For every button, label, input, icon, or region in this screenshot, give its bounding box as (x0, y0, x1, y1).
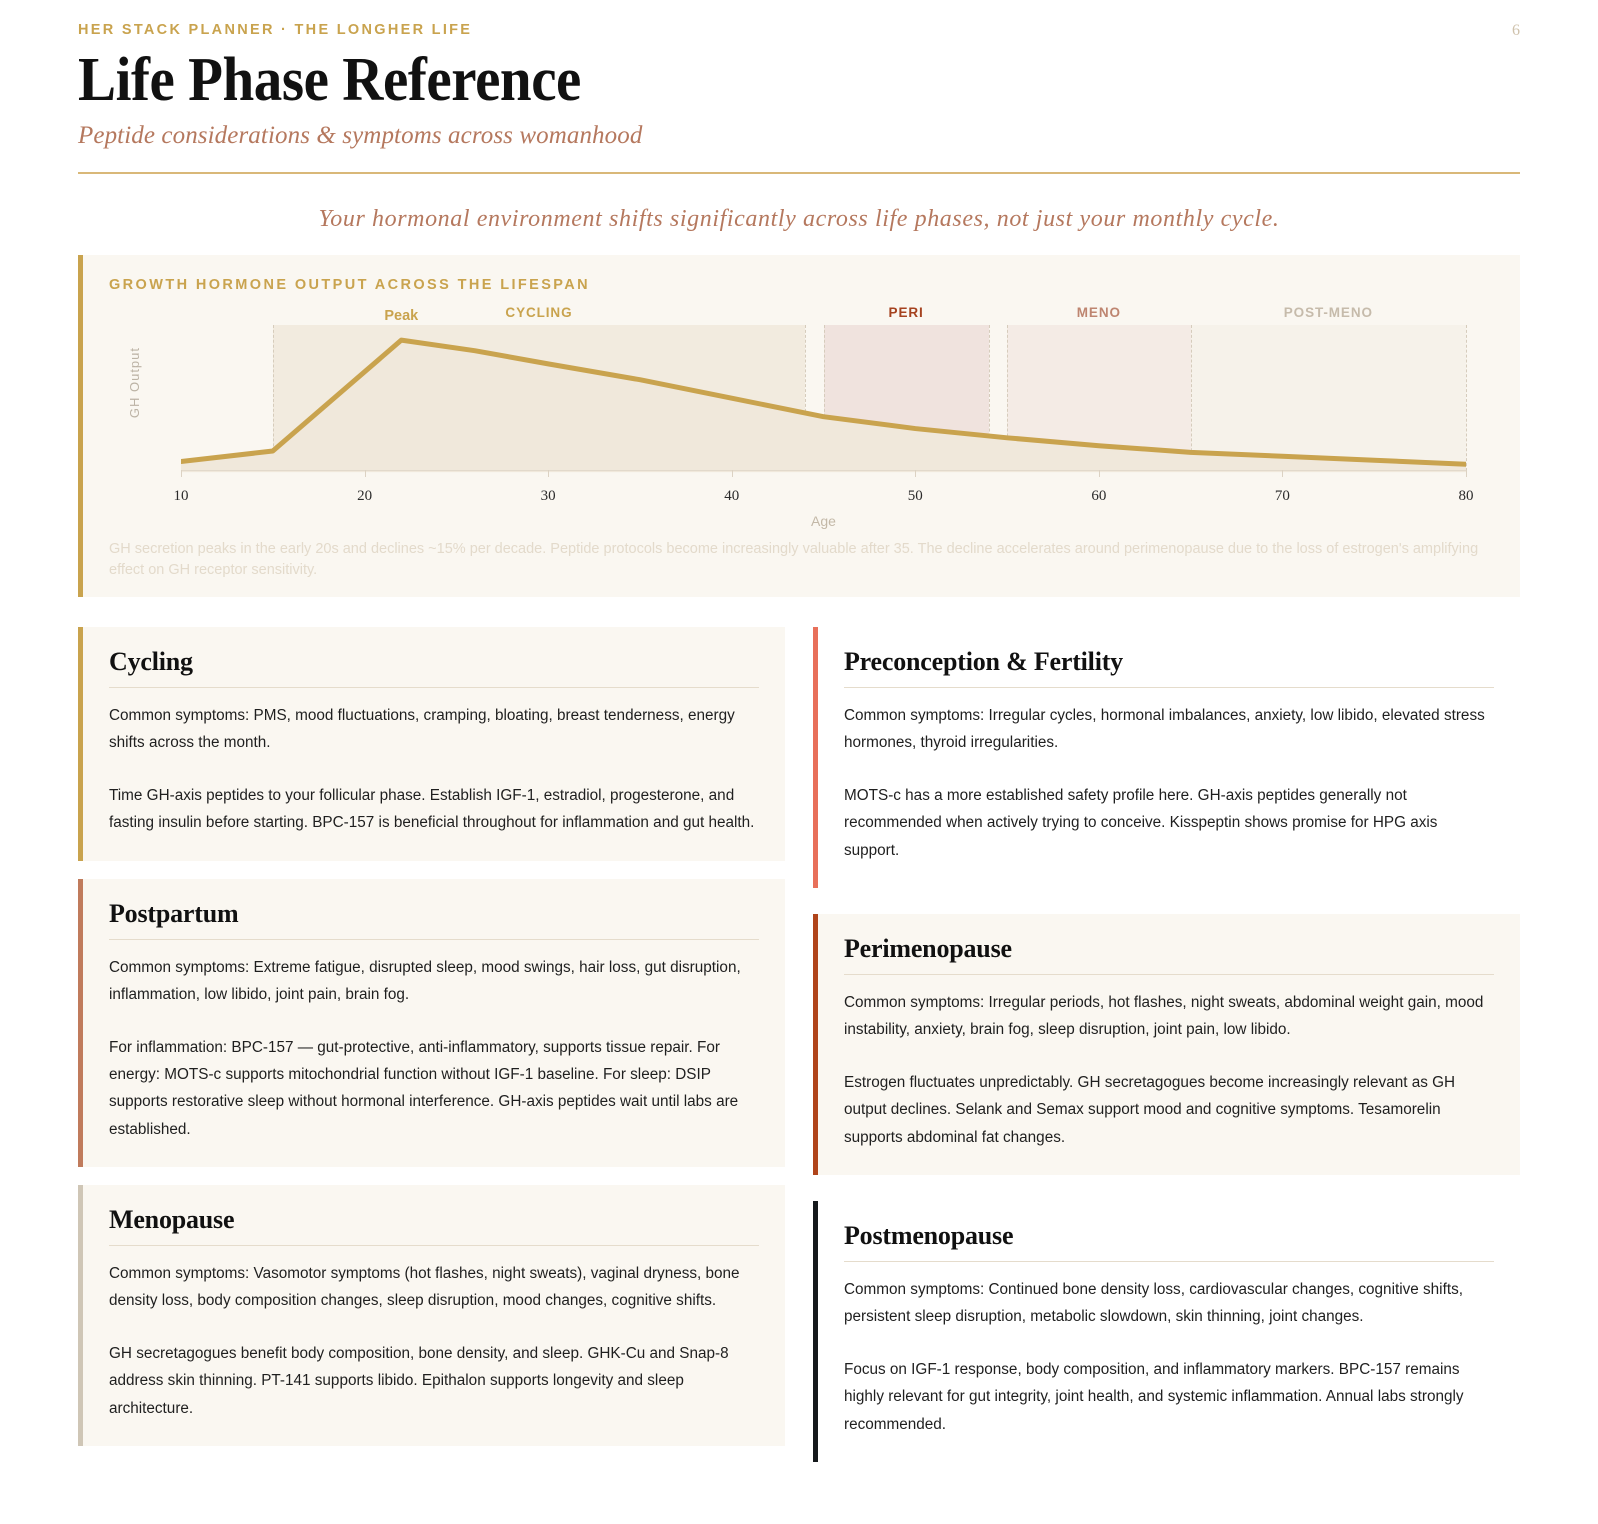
cards-column-right (813, 627, 1520, 1462)
page-number: 6 (1512, 22, 1520, 39)
phase-card-guidance: GH secretagogues benefit body composition, bone density, and sleep. GHK-Cu and Snap-8 address skin thinning. PT-141 supports libido. Epithalon supports longevity and sleep architecture. (109, 1345, 729, 1417)
phase-card-postpartum (78, 879, 785, 1167)
x-tick (1099, 470, 1100, 477)
x-tick (732, 470, 733, 477)
card-spacer (813, 1175, 1520, 1201)
phase-card-title: Postmenopause (844, 1220, 1014, 1250)
chart-plot (173, 305, 1474, 530)
phase-card-symptoms: Common symptoms: Extreme fatigue, disrupted sleep, mood swings, hair loss, gut disruption, inflammation, low libido, joint pain, brain fog. (109, 958, 741, 1003)
phase-card-guidance: Time GH-axis peptides to your follicular phase. Establish IGF-1, estradiol, progesterone, and fasting insulin before starting. BPC-157 is beneficial throughout for inflammation and gut health. (109, 787, 755, 832)
x-tick-label: 10 (173, 488, 189, 505)
phase-band-label: POST-MENO (1283, 305, 1373, 321)
page-title: Life Phase Reference (78, 46, 581, 114)
x-tick-label: 20 (357, 488, 373, 505)
chart-x-axis-label: Age (811, 513, 836, 530)
phase-card-symptoms: Common symptoms: Continued bone density loss, cardiovascular changes, cognitive shifts, persistent sleep disruption, metabolic slowdown, skin thinning, joint changes. (844, 1280, 1463, 1326)
brand-eyebrow: HER STACK PLANNER · THE LONGHER LIFE (78, 22, 473, 38)
x-tick (365, 470, 366, 477)
header-divider (78, 172, 1520, 174)
phase-band-label: PERI (888, 305, 924, 321)
chart-note: GH secretion peaks in the early 20s and declines ~15% per decade. Peptide protocols become increasingly valuable after 35. The decline accelerates around perimenopause due to the loss of estrogen's amplifying effect on GH receptor sensitivity. (109, 541, 1479, 579)
phase-card-perimenopause (813, 914, 1520, 1175)
phase-card-symptoms: Common symptoms: Irregular cycles, hormonal imbalances, anxiety, low libido, elevated stress hormones, thyroid irregularities. (844, 706, 1485, 751)
phase-card-title: Cycling (109, 646, 193, 676)
phase-card-title: Menopause (109, 1204, 235, 1234)
phase-card-guidance: Focus on IGF-1 response, body composition, and inflammatory markers. BPC-157 remains highly relevant for gut integrity, joint health, and systemic inflammation. Annual labs strongly recommended. (844, 1361, 1464, 1433)
phase-card-preconception-fertility (813, 627, 1520, 888)
card-spacer (78, 1167, 785, 1185)
phase-card-divider (844, 974, 1494, 975)
phase-band-label: MENO (1076, 305, 1121, 321)
gh-chart-panel (78, 255, 1520, 596)
phase-card-guidance: MOTS-c has a more established safety profile here. GH-axis peptides generally not recommended when actively trying to conceive. Kisspeptin shows promise for HPG axis support. (844, 787, 1438, 859)
card-spacer (813, 888, 1520, 914)
chart-area-fill (181, 341, 1466, 473)
phase-card-symptoms: Common symptoms: Irregular periods, hot flashes, night sweats, abdominal weight gain, mood instability, anxiety, brain fog, sleep disruption, joint pain, low libido. (844, 993, 1484, 1038)
phase-band-label: CYCLING (505, 305, 573, 321)
x-tick (1282, 470, 1283, 477)
chart-heading: GROWTH HORMONE OUTPUT ACROSS THE LIFESPAN (109, 277, 591, 294)
phase-card-divider (109, 687, 759, 688)
phase-card-symptoms: Common symptoms: Vasomotor symptoms (hot flashes, night sweats), vaginal dryness, bone density loss, body composition changes, sleep disruption, mood changes, cognitive shifts. (109, 1264, 740, 1310)
chart-x-axis (181, 470, 1466, 471)
tagline: Your hormonal environment shifts significantly across life phases, not just your monthly cycle. (318, 206, 1280, 233)
x-tick-label: 70 (1274, 488, 1290, 505)
phase-card-postmenopause (813, 1201, 1520, 1462)
phase-card-menopause (78, 1185, 785, 1446)
phase-card-cycling (78, 627, 785, 861)
page-subtitle: Peptide considerations & symptoms across womanhood (78, 122, 643, 150)
phase-band-divider (1466, 325, 1467, 471)
phase-card-symptoms: Common symptoms: PMS, mood fluctuations, cramping, bloating, breast tenderness, energy shifts across the month. (109, 706, 735, 751)
x-tick-label: 60 (1091, 488, 1107, 505)
x-tick (548, 470, 549, 477)
x-tick-label: 40 (724, 488, 740, 505)
phase-card-divider (109, 1245, 759, 1246)
phase-card-title: Preconception & Fertility (844, 646, 1123, 676)
cards-column-left (78, 627, 785, 1462)
x-tick (1466, 470, 1467, 477)
chart-y-axis-label: GH Output (127, 347, 142, 419)
phase-card-title: Perimenopause (844, 933, 1012, 963)
phase-card-guidance: For inflammation: BPC-157 — gut-protective, anti-inflammatory, supports tissue repair. For energy: MOTS-c supports mitochondrial function without IGF-1 baseline. For sleep: DSIP supports restorative sleep without hormonal interference. GH-axis peptides wait until labs are established. (109, 1038, 739, 1138)
x-tick-label: 30 (540, 488, 556, 505)
x-tick (181, 470, 182, 477)
chart-peak-label: Peak (384, 307, 419, 324)
x-tick-label: 80 (1458, 488, 1474, 505)
x-tick-label: 50 (907, 488, 923, 505)
chart-area (119, 299, 1494, 530)
phase-card-guidance: Estrogen fluctuates unpredictably. GH secretagogues become increasingly relevant as GH output declines. Selank and Semax support mood and cognitive symptoms. Tesamorelin supports abdominal fat changes. (844, 1074, 1456, 1146)
cards-grid (78, 627, 1520, 1462)
page-header (78, 0, 1520, 174)
phase-card-divider (844, 1261, 1494, 1262)
phase-card-divider (844, 687, 1494, 688)
phase-card-title: Postpartum (109, 898, 239, 928)
phase-card-divider (109, 939, 759, 940)
card-spacer (78, 861, 785, 879)
x-tick (915, 470, 916, 477)
